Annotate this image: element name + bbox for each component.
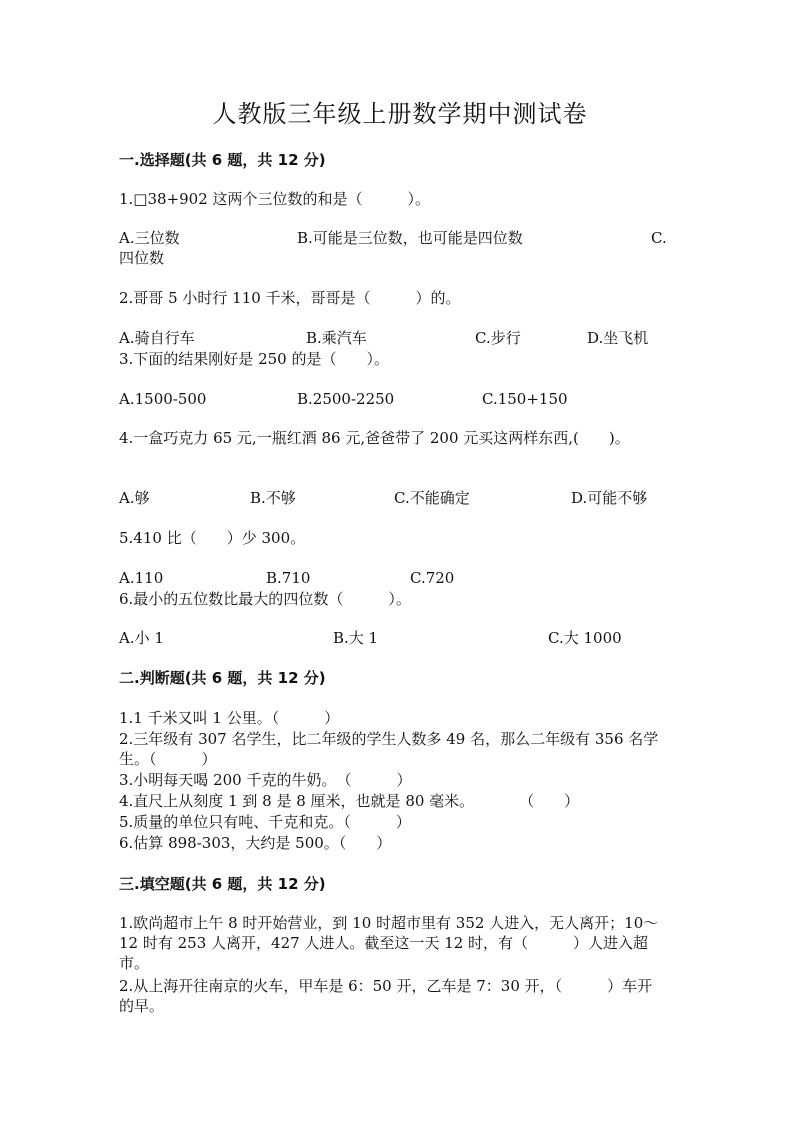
question-5-stem: 5.410 比（ ）少 300。 <box>119 529 306 547</box>
question-4-option-b: B.不够 <box>250 489 296 507</box>
judgement-item: 生。（ ） <box>119 750 217 768</box>
judgement-item: 1.1 千米又叫 1 公里。（ ） <box>119 709 340 727</box>
question-2-option-d: D.坐飞机 <box>587 329 649 347</box>
section-heading-fill-blank: 三.填空题(共 6 题，共 12 分) <box>119 875 326 893</box>
question-1-stem: 1.□38+902 这两个三位数的和是（ ）。 <box>119 190 431 208</box>
question-5-option-c: C.720 <box>410 569 455 587</box>
question-1-option-c-cont: 四位数 <box>119 249 165 267</box>
question-2-option-c: C.步行 <box>475 329 521 347</box>
question-4-stem: 4.一盒巧克力 65 元,一瓶红酒 86 元,爸爸带了 200 元买这两样东西,( )。 <box>119 429 630 447</box>
judgement-item: 4.直尺上从刻度 1 到 8 是 8 厘米，也就是 80 毫米。 （ ） <box>119 792 580 810</box>
judgement-item: 6.估算 898-303，大约是 500。（ ） <box>119 834 392 852</box>
question-3-stem: 3.下面的结果刚好是 250 的是（ ）。 <box>119 350 389 368</box>
question-2-option-b: B.乘汽车 <box>306 329 367 347</box>
question-3-option-b: B.2500-2250 <box>297 390 395 408</box>
section-heading-choice: 一.选择题(共 6 题，共 12 分) <box>119 151 326 169</box>
question-3-option-a: A.1500-500 <box>119 390 207 408</box>
question-5-option-b: B.710 <box>266 569 311 587</box>
question-6-option-a: A.小 1 <box>119 629 164 647</box>
question-6-option-b: B.大 1 <box>333 629 379 647</box>
question-6-option-c: C.大 1000 <box>548 629 622 647</box>
fill-blank-question-1: 1.欧尚超市上午 8 时开始营业，到 10 时超市里有 352 人进入，无人离开；10～12 时有 253 人离开，427 人进人。截至这一天 12 时，有（ ）人进入超市。 <box>119 914 659 972</box>
question-2-stem: 2.哥哥 5 小时行 110 千米，哥哥是（ ）的。 <box>119 289 461 307</box>
judgement-item: 3.小明每天喝 200 千克的牛奶。 （ ） <box>119 771 412 789</box>
page-title: 人教版三年级上册数学期中测试卷 <box>212 100 588 128</box>
question-1-option-b: B.可能是三位数，也可能是四位数 <box>297 229 523 247</box>
judgement-item: 2.三年级有 307 名学生，比二年级的学生人数多 49 名，那么二年级有 356 名学 <box>119 730 659 748</box>
question-3-option-c: C.150+150 <box>482 390 568 408</box>
judgement-item: 5.质量的单位只有吨、千克和克。（ ） <box>119 813 411 831</box>
question-4-option-c: C.不能确定 <box>394 489 470 507</box>
fill-blank-question-2: 2.从上海开往南京的火车，甲车是 6：50 开，乙车是 7：30 开，（ ）车开的早。 <box>119 977 653 1015</box>
question-2-option-a: A.骑自行车 <box>119 329 195 347</box>
question-1-option-a: A.三位数 <box>119 229 180 247</box>
question-4-option-d: D.可能不够 <box>571 489 648 507</box>
section-heading-judgement: 二.判断题(共 6 题，共 12 分) <box>119 669 326 687</box>
question-1-option-c: C. <box>651 229 667 247</box>
question-4-option-a: A.够 <box>119 489 150 507</box>
question-5-option-a: A.110 <box>119 569 164 587</box>
question-6-stem: 6.最小的五位数比最大的四位数（ ）。 <box>119 590 411 608</box>
